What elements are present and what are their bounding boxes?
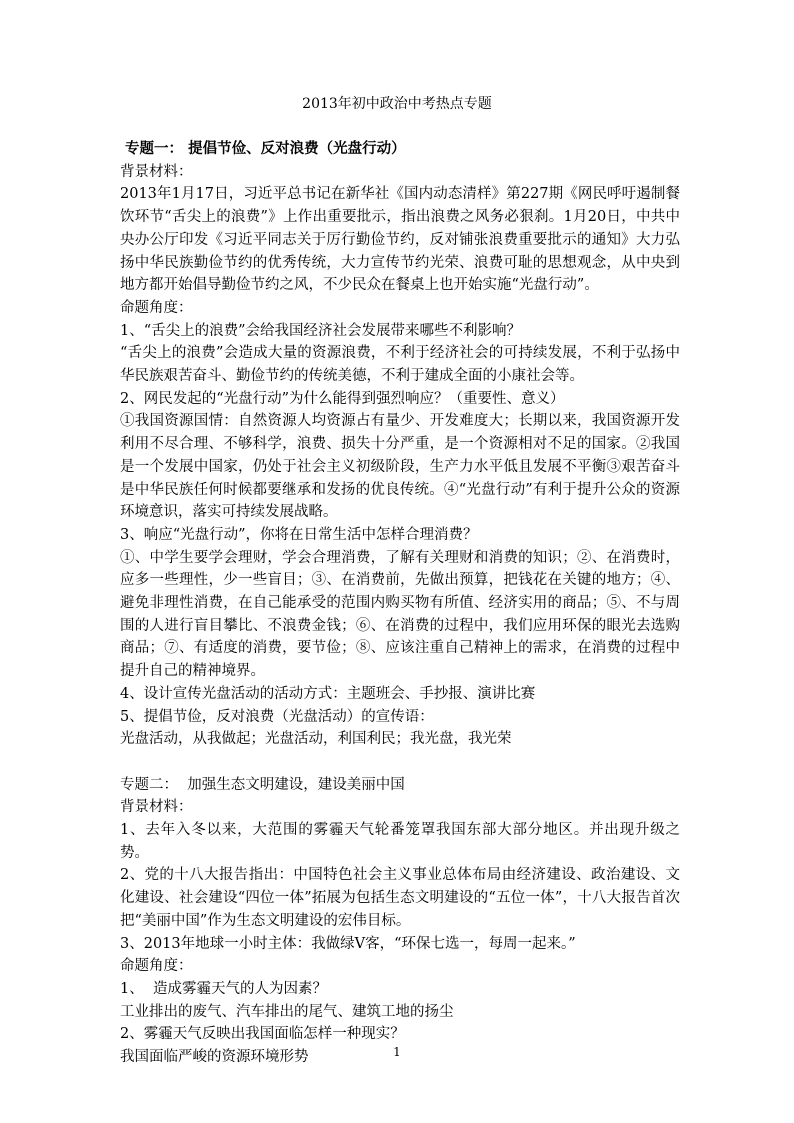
topic-1-angle-label: 命题角度： — [120, 299, 193, 316]
topic-1-heading: 专题一： 提倡节俭、反对浪费（光盘行动） — [120, 140, 406, 157]
topic-1-background-text: 2013年1月17日，习近平总书记在新华社《国内动态清样》第227期《网民呼吁遏制餐饮环节“舌尖上的浪费”》上作出重要批示，指出浪费之风务必狠刹。1月20日，中共中央办公厅印发《习近平同志关于厉行勤俭节约，反对铺张浪费重要批示的通知》大力弘扬中华民族勤俭节约的优秀传统，大力宣传节约光荣、浪费可耻的思想观念，从中央到地方都开始倡导勤俭节约之风，不少民众在餐桌上也开始实施“光盘行动”。 — [120, 186, 680, 294]
topic-1-answer-1: “舌尖上的浪费”会造成大量的资源浪费，不利于经济社会的可持续发展，不利于弘扬中华民族艰苦奋斗、勤俭节约的传统美德，不利于建成全面的小康社会等。 — [120, 345, 680, 385]
topic-1-answer-5: 光盘活动，从我做起；光盘活动，利国利民；我光盘，我光荣 — [120, 731, 512, 748]
topic-1-answer-2: ①我国资源国情：自然资源人均资源占有量少、开发难度大；长期以来，我国资源开发利用不尽合理、不够科学，浪费、损失十分严重，是一个资源相对不足的国家。②我国是一个发展中国家，仍处于社会主义初级阶段，生产力水平低且发展不平衡③艰苦奋斗是中华民族任何时候都要继承和发扬的优良传统。④“光盘行动”有利于提升公众的资源环境意识，落实可持续发展战略。 — [120, 413, 680, 521]
topic-2-background-3: 3、2013年地球一小时主体：我做绿V客，“环保七选一，每周一起来。” — [120, 935, 576, 952]
topic-1-question-4: 4、设计宣传光盘活动的活动方式：主题班会、手抄报、演讲比赛 — [120, 685, 536, 702]
document-body — [120, 138, 680, 1069]
topic-1-question-5: 5、提倡节俭，反对浪费（光盘活动）的宣传语： — [120, 708, 434, 725]
topic-2-question-2: 2、雾霾天气反映出我国面临怎样一种现实？ — [120, 1026, 405, 1043]
topic-2-question-1: 1、 造成雾霾天气的人为因素？ — [120, 981, 327, 997]
topic-1-question-3: 3、响应“光盘行动”，你将在日常生活中怎样合理消费？ — [120, 526, 478, 543]
topic-1-question-1: 1、“舌尖上的浪费”会给我国经济社会发展带来哪些不利影响？ — [120, 322, 522, 339]
topic-2-background-1: 1、去年入冬以来，大范围的雾霾天气轮番笼罩我国东部大部分地区。并出现升级之势。 — [120, 822, 680, 861]
topic-1-question-2: 2、网民发起的“光盘行动”为什么能得到强烈响应？（重要性、意义） — [120, 390, 565, 407]
topic-1-background-label: 背景材料： — [120, 163, 193, 180]
topic-2-angle-label: 命题角度： — [120, 958, 193, 975]
topic-1-answer-3: ①、中学生要学会理财，学会合理消费，了解有关理财和消费的知识；②、在消费时，应多一些理性，少一些盲目；③、在消费前，先做出预算，把钱花在关键的地方；④、避免非理性消费，在自己能承受的范围内购买物有所值、经济实用的商品；⑤、不与周围的人进行盲目攀比、不浪费金钱；⑥、在消费的过程中，我们应用环保的眼光去选购商品；⑦、有适度的消费，要节俭；⑧、应该注重自己精神上的需求，在消费的过程中提升自己的精神境界。 — [120, 549, 680, 680]
topic-2-heading: 专题二： 加强生态文明建设，建设美丽中国 — [120, 776, 405, 793]
topic-2-answer-1: 工业排出的废气、汽车排出的尾气、建筑工地的扬尘 — [120, 1003, 454, 1020]
topic-1-section — [120, 138, 680, 751]
page-number: 1 — [393, 1045, 401, 1059]
topic-2-answer-2: 我国面临严峻的资源环境形势 — [120, 1049, 309, 1066]
topic-2-section — [120, 774, 680, 1069]
topic-2-background-2: 2、党的十八大报告指出：中国特色社会主义事业总体布局由经济建设、政治建设、文化建设、社会建设“四位一体”拓展为包括生态文明建设的“五位一体”，十八大报告首次把“美丽中国”作为生态文明建设的宏伟目标。 — [120, 867, 680, 929]
topic-2-background-label: 背景材料： — [120, 799, 193, 816]
document-title: 2013年初中政治中考热点专题 — [302, 96, 492, 112]
section-spacer — [120, 751, 680, 774]
